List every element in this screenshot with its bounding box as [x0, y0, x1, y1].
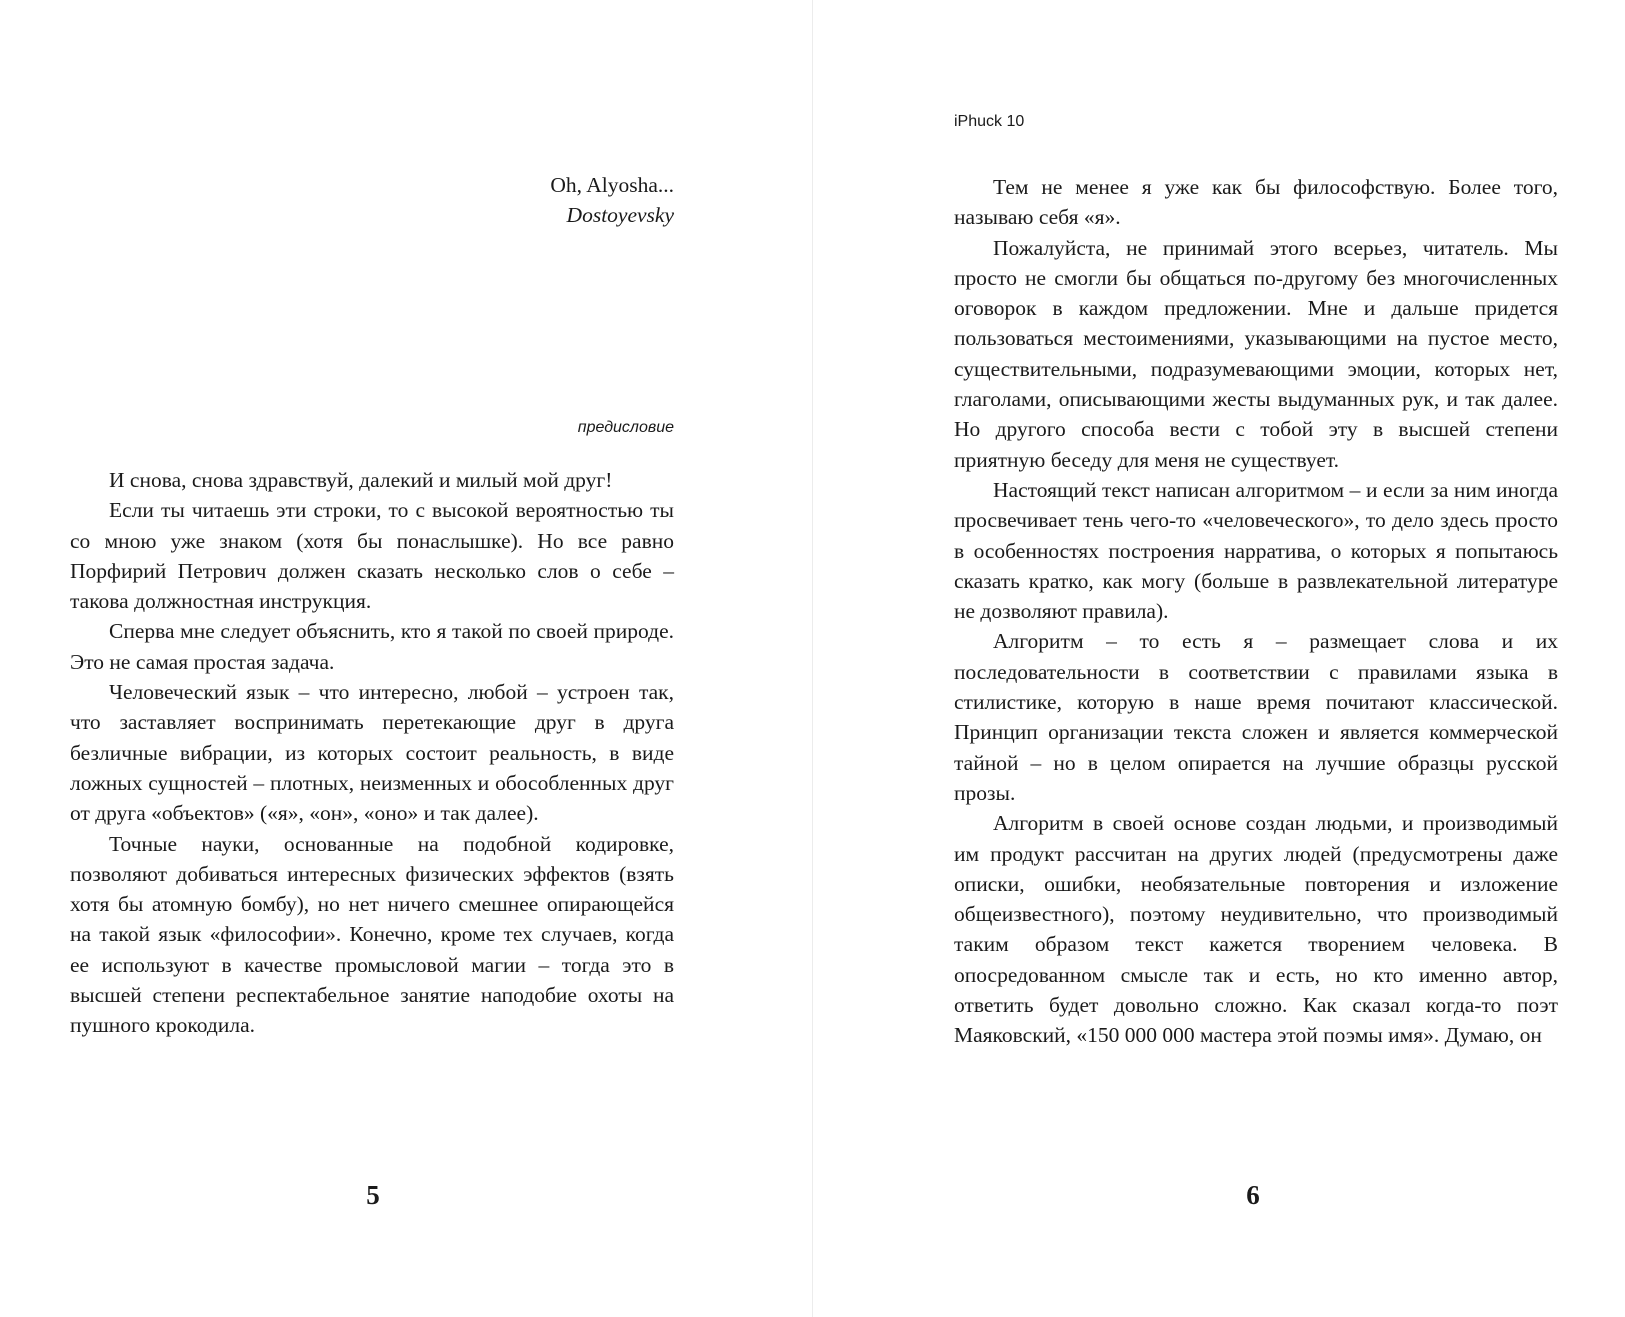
- section-label: предисловие: [577, 419, 674, 436]
- paragraph: Настоящий текст написан алгоритмом – и если за ним иногда просвечивает тень чего-то «человеческого», то дело здесь просто в особенностях построения нарратива, о которых я попытаюсь сказать кратко, как могу (больше в развлекательной литературе не дозволяют правила).: [954, 477, 1558, 624]
- paragraph: И снова, снова здравствуй, далекий и милый мой друг!: [109, 468, 613, 492]
- right-page: [813, 0, 1625, 1317]
- page-number: 5: [366, 1180, 380, 1210]
- page-number: 6: [1246, 1180, 1260, 1210]
- paragraph: Алгоритм – то есть я – размещает слова и их последовательности в соответствии с правилами языка в стилистике, которую в наше время почитают классической. Принцип организации текста сложен и является коммерческой тайной – но в целом опирается на лучшие образцы русской прозы.: [954, 629, 1558, 805]
- epigraph: [420, 170, 674, 230]
- body-text: [954, 172, 1558, 1051]
- left-page: [0, 0, 812, 1317]
- paragraph: Если ты читаешь эти строки, то с высокой вероятностью ты со мною уже знаком (хотя бы понаслышке). Но все равно Порфирий Петрович должен сказать несколько слов о себе – такова должностная инструкция.: [70, 498, 674, 614]
- paragraph: Тем не менее я уже как бы философствую. Более того, называю себя «я».: [954, 175, 1558, 230]
- paragraph: Человеческий язык – что интересно, любой – устроен так, что заставляет воспринимать перетекающие друг в друга безличные вибрации, из которых состоит реальность, в виде ложных сущностей – плотных, неизменных и обособленных друг от друга «объектов» («я», «он», «оно» и так далее).: [70, 680, 674, 826]
- paragraph: Сперва мне следует объяснить, кто я такой по своей природе. Это не самая простая задача.: [70, 619, 674, 674]
- paragraph: Точные науки, основанные на подобной кодировке, позволяют добиваться интересных физических эффектов (взять хотя бы атомную бомбу), но нет ничего смешнее опирающейся на такой язык «философии». Конечно, кроме тех случаев, когда ее используют в качестве промысловой магии – тогда это в высшей степени респектабельное занятие наподобие охоты на пушного крокодила.: [70, 831, 674, 1038]
- paragraph: Пожалуйста, не принимай этого всерьез, читатель. Мы просто не смогли бы общаться по-другому без многочисленных оговорок в каждом предложении. Мне и дальше придется пользоваться местоимениями, указывающими на пустое место, существительными, подразумевающими эмоции, которых нет, глаголами, описывающими жесты выдуманных рук, и так далее. Но другого способа вести с тобой эту в высшей степени приятную беседу для меня не существует.: [954, 235, 1558, 472]
- epigraph-author: Dostoyevsky: [566, 203, 674, 227]
- body-text: [70, 465, 674, 1041]
- paragraph: Алгоритм в своей основе создан людьми, и производимый им продукт рассчитан на других людей (предусмотрены даже описки, ошибки, необязательные повторения и изложение общеизвестного), поэтому неудивительно, что производимый таким образом текст кажется творением человека. В опосредованном смысле так и есть, но кто именно автор, ответить будет довольно сложно. Как сказал когда-то поэт Маяковский, «150 000 000 мастера этой поэмы имя». Думаю, он: [954, 811, 1558, 1048]
- running-head: iPhuck 10: [954, 113, 1025, 130]
- epigraph-quote: Oh, Alyosha...: [550, 173, 674, 197]
